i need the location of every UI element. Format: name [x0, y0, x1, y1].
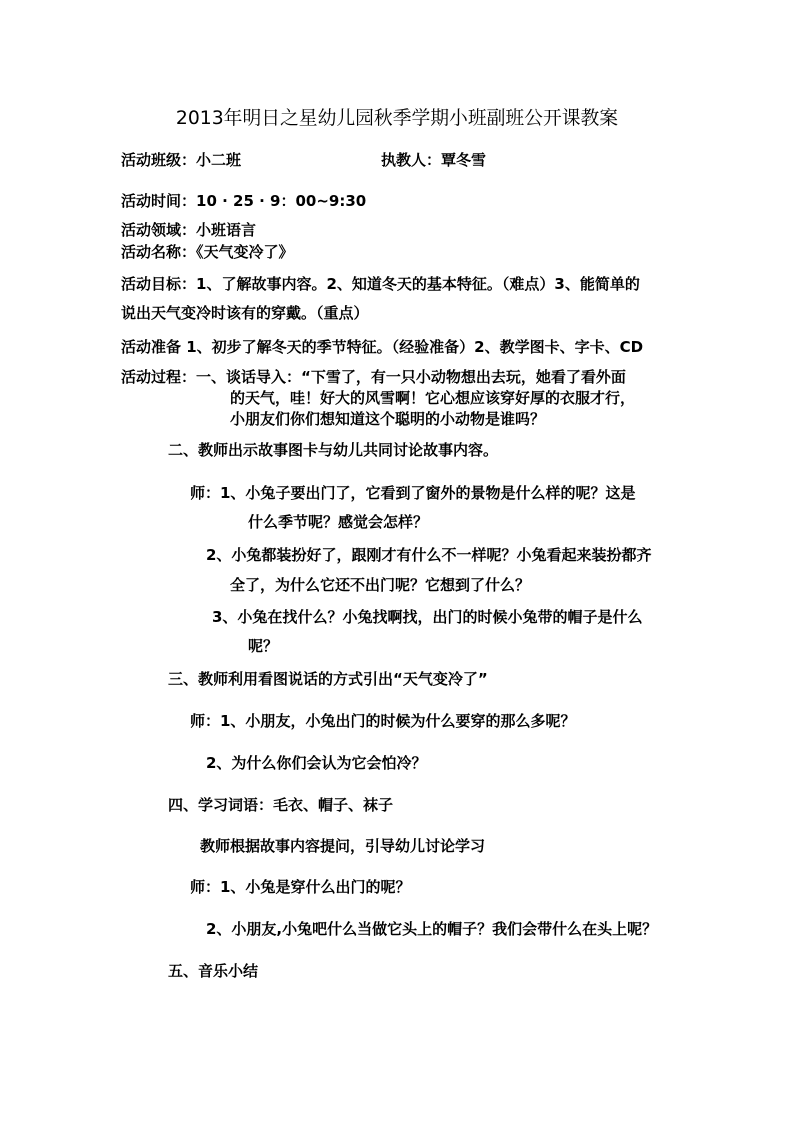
step3-question1: 师：1、小朋友，小兔出门的时候为什么要穿的那么多呢？	[190, 712, 576, 730]
activity-name: 活动名称：《天气变冷了》	[121, 243, 294, 261]
process-step1-line-2: 的天气，哇！好大的风雪啊！它心想应该穿好厚的衣服才行，	[230, 389, 636, 407]
step4-question2: 2、小朋友,小兔吧什么当做它头上的帽子？我们会带什么在头上呢？	[206, 920, 658, 938]
step2-question1-line-2: 什么季节呢？感觉会怎样？	[248, 513, 429, 531]
step2-question3-line-2: 呢？	[248, 637, 279, 655]
step2-question3-line-1: 3、小兔在找什么？小兔找啊找，出门的时候小兔带的帽子是什么	[212, 608, 643, 626]
process-step3: 三、教师利用看图说话的方式引出“天气变冷了”	[168, 670, 488, 688]
step2-question1-line-1: 师：1、小兔子要出门了，它看到了窗外的景物是什么样的呢？这是	[190, 484, 636, 502]
activity-time: 活动时间：10 · 25 · 9：00~9:30	[121, 192, 367, 210]
step2-question2-line-1: 2、小兔都装扮好了，跟刚才有什么不一样呢？小兔看起来装扮都齐	[206, 546, 652, 564]
activity-domain: 活动领域：小班语言	[121, 221, 257, 239]
teacher-line: 执教人：覃冬雪	[381, 151, 487, 169]
process-step1-line-1: 活动过程：一、谈话导入：“下雪了，有一只小动物想出去玩，她看了看外面	[121, 368, 626, 386]
activity-prep: 活动准备 1、初步了解冬天的季节特征。（经验准备）2、教学图卡、字卡、CD	[121, 338, 644, 356]
process-step2: 二、教师出示故事图卡与幼儿共同讨论故事内容。	[168, 441, 499, 459]
step4-intro: 教师根据故事内容提问，引导幼儿讨论学习	[200, 837, 486, 855]
activity-goals-line-2: 说出天气变冷时该有的穿戴。（重点）	[121, 304, 369, 322]
class-line: 活动班级：小二班	[121, 151, 242, 169]
step2-question2-line-2: 全了，为什么它还不出门呢？它想到了什么？	[230, 576, 531, 594]
activity-goals-line-1: 活动目标：1、了解故事内容。2、知道冬天的基本特征。（难点）3、能简单的	[121, 275, 640, 293]
step4-question1: 师：1、小兔是穿什么出门的呢？	[190, 878, 411, 896]
page-title: 2013年明日之星幼儿园秋季学期小班副班公开课教案	[175, 108, 619, 129]
process-step5: 五、音乐小结	[168, 962, 259, 980]
step3-question2: 2、为什么你们会认为它会怕冷？	[206, 754, 427, 772]
process-step4: 四、学习词语：毛衣、帽子、袜子	[168, 796, 394, 814]
process-step1-line-3: 小朋友们你们想知道这个聪明的小动物是谁吗？	[230, 410, 546, 428]
